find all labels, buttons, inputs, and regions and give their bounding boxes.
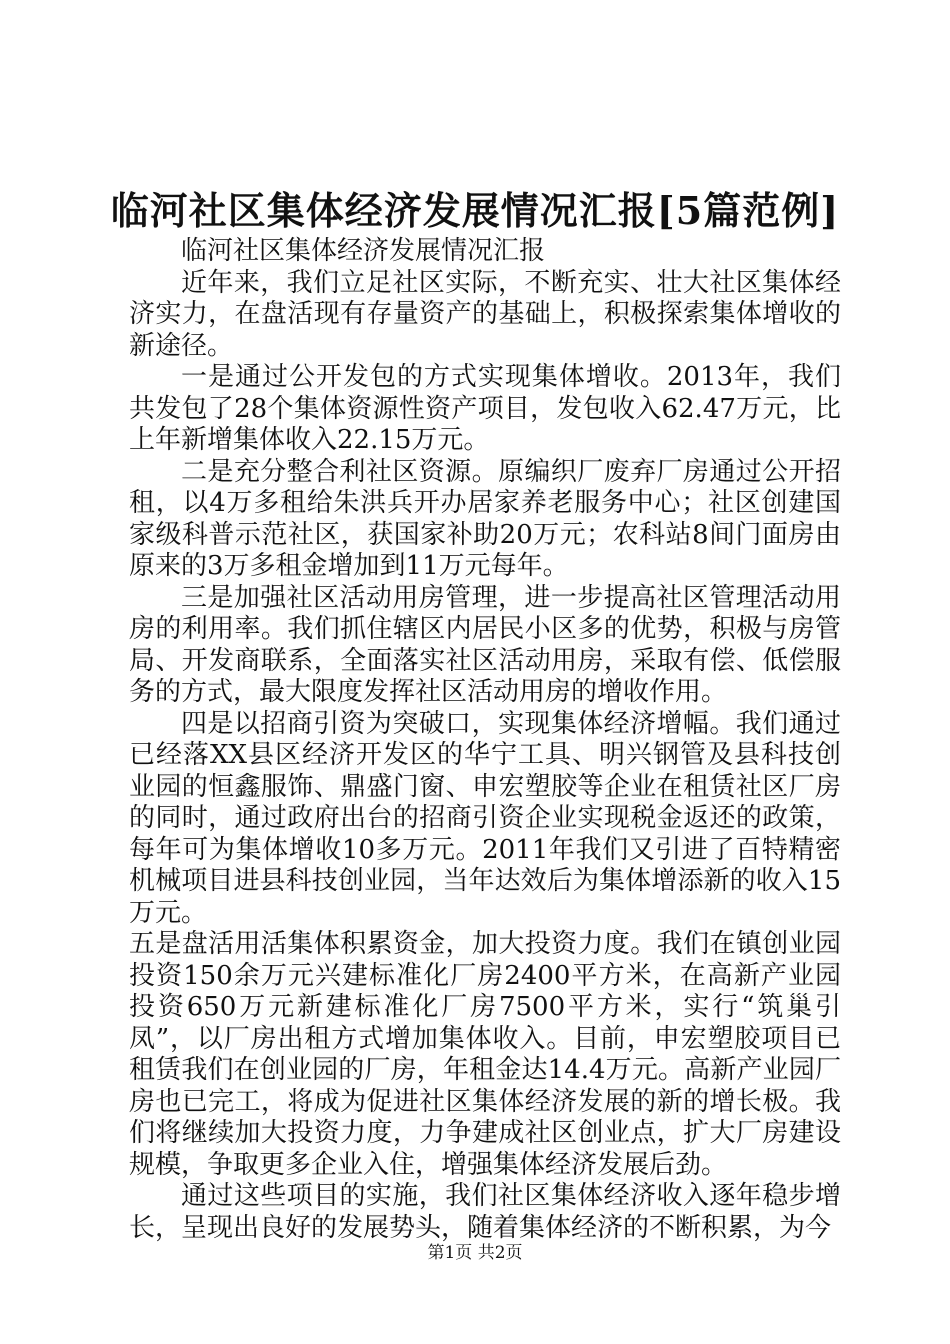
paragraph-point-4: 四是以招商引资为突破口，实现集体经济增幅。我们通过已经落XX县区经济开发区的华宁工具、明兴钢管及县科技创业园的恒鑫服饰、鼎盛门窗、申宏塑胶等企业在租赁社区厂房的同时，通过政府出台的招商引资企业实现税金返还的政策，每年可为集体增收10多万元。2011年我们又引进了百特精密机械项目进县科技创业园，当年达效后为集体增添新的收入15万元。 xyxy=(129,708,841,928)
page-number-footer: 第1页 共2页 xyxy=(427,1243,523,1263)
document-title: 临河社区集体经济发展情况汇报[5篇范例] xyxy=(110,188,840,233)
document-subtitle: 临河社区集体经济发展情况汇报 xyxy=(181,236,546,266)
paragraph-point-1: 一是通过公开发包的方式实现集体增收。2013年，我们共发包了28个集体资源性资产项目，发包收入62.47万元，比上年新增集体收入22.15万元。 xyxy=(129,362,841,455)
paragraph-point-3: 三是加强社区活动用房管理，进一步提高社区管理活动用房的利用率。我们抓住辖区内居民小区多的优势，积极与房管局、开发商联系，全面落实社区活动用房，采取有偿、低偿服务的方式，最大限度发挥社区活动用房的增收作用。 xyxy=(129,582,841,707)
paragraph-summary: 通过这些项目的实施，我们社区集体经济收入逐年稳步增长，呈现出良好的发展势头，随着集体经济的不断积累，为今 xyxy=(129,1181,841,1243)
document-body xyxy=(129,236,841,1244)
paragraph-point-2: 二是充分整合利社区资源。原编织厂废弃厂房通过公开招租，以4万多租给朱洪兵开办居家养老服务中心；社区创建国家级科普示范社区，获国家补助20万元；农科站8间门面房由原来的3万多租金增加到11万元每年。 xyxy=(129,456,841,581)
paragraph-point-5: 五是盘活用活集体积累资金，加大投资力度。我们在镇创业园投资150余万元兴建标准化厂房2400平方米，在高新产业园投资650万元新建标准化厂房7500平方米，实行“筑巢引凤”，以厂房出租方式增加集体收入。目前，申宏塑胶项目已租赁我们在创业园的厂房，年租金达14.4万元。高新产业园厂房也已完工，将成为促进社区集体经济发展的新的增长极。我们将继续加大投资力度，力争建成社区创业点，扩大厂房建设规模，争取更多企业入住，增强集体经济发展后劲。 xyxy=(129,929,841,1180)
paragraph-intro: 近年来，我们立足社区实际，不断充实、壮大社区集体经济实力，在盘活现有存量资产的基础上，积极探索集体增收的新途径。 xyxy=(129,267,841,361)
